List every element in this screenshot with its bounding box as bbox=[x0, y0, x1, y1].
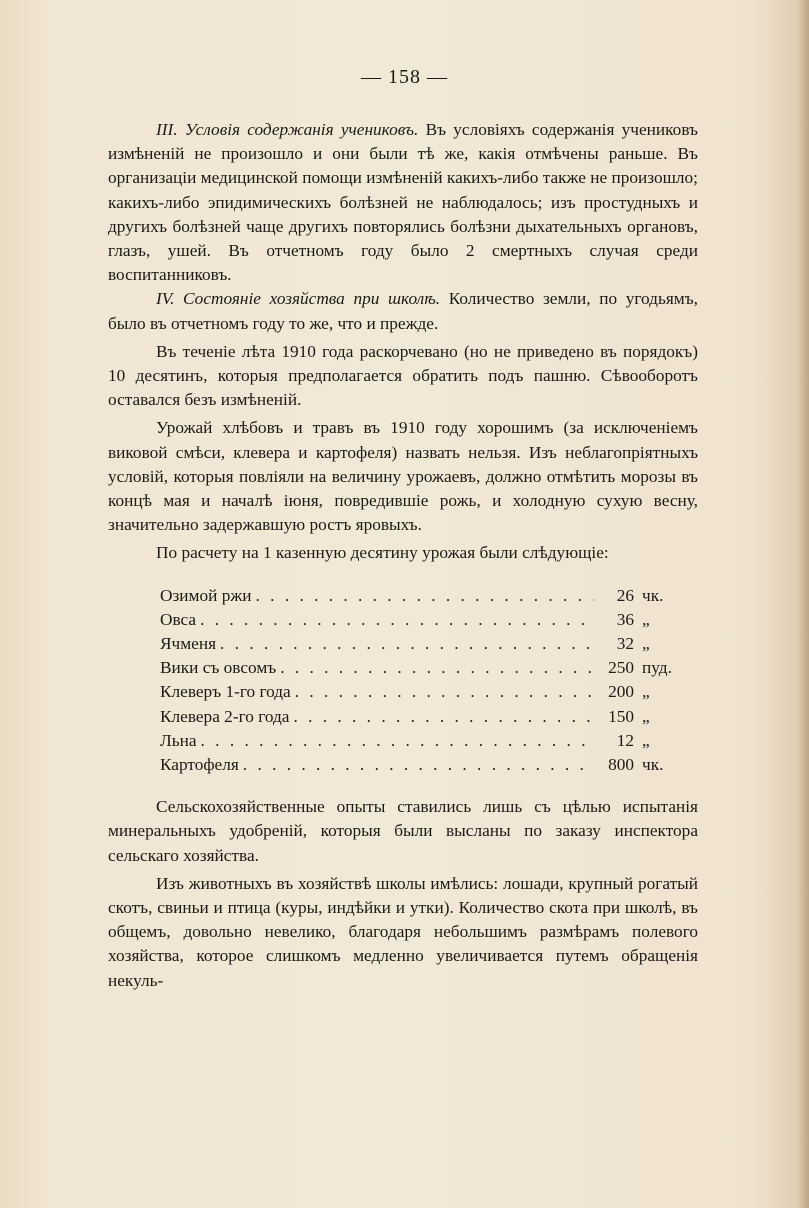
crop-name: Озимой ржи bbox=[160, 585, 252, 605]
crop-name: Клеверъ 1-го года bbox=[160, 682, 291, 702]
leader-dots bbox=[196, 608, 594, 632]
crop-unit: „ bbox=[642, 609, 650, 629]
page-number: — 158 — bbox=[361, 66, 448, 88]
table-row bbox=[160, 584, 686, 608]
table-row bbox=[160, 680, 686, 704]
paragraph: Урожай хлѣбовъ и травъ въ 1910 году хорошимъ (за исключеніемъ виковой смѣси, клевера и картофеля) назвать нельзя. Изъ неблагопріятныхъ условій, которыя повліяли на величину урожаевъ, должно отмѣтить морозы въ концѣ мая и началѣ іюня, повредившіе рожь, и холодную сухую весну, значительно задержавшую ростъ яровыхъ. bbox=[108, 418, 698, 535]
leader-dots bbox=[239, 753, 594, 777]
paragraph: Изъ животныхъ въ хозяйствѣ школы имѣлись: лошади, крупный рогатый скотъ, свиньи и птица (куры, индѣйки и утки). Количество скота при школѣ, въ общемъ, довольно невелико, благодаря небольшимъ размѣрамъ полевого хозяйства, которое слишкомъ медленно увеличивается путемъ обращенія некуль- bbox=[108, 873, 698, 990]
leader-dots bbox=[291, 680, 594, 704]
section-3-heading: III. Условія содержанія учениковъ. bbox=[156, 120, 419, 139]
crop-value: 800 bbox=[608, 754, 634, 774]
leader-dots bbox=[252, 584, 594, 608]
crop-unit: чк. bbox=[642, 585, 664, 605]
crop-value: 26 bbox=[616, 585, 634, 605]
crop-name: Льна bbox=[160, 730, 197, 750]
table-row bbox=[160, 729, 686, 753]
crop-unit: „ bbox=[642, 706, 650, 726]
crop-value: 250 bbox=[608, 658, 634, 678]
paragraph: По расчету на 1 казенную десятину урожая были слѣдующіе: bbox=[156, 543, 609, 563]
crop-value: 12 bbox=[616, 730, 634, 750]
table-row bbox=[160, 705, 686, 729]
table-row bbox=[160, 608, 686, 632]
page-text bbox=[108, 118, 698, 993]
leader-dots bbox=[216, 632, 594, 656]
section-3-text: Въ условіяхъ содержанія учениковъ измѣненій не произошло и они были тѣ же, какія отмѣчены раньше. Въ организаціи медицинской помощи измѣненій какихъ-либо также не произошло; какихъ-либо эпидимическихъ болѣзней не наблюдалось; изъ простудныхъ и другихъ болѣзней чаще другихъ повторялись болѣзни дыхательныхъ органовъ, глазъ, ушей. Въ отчетномъ году было 2 смертныхъ случая среди воспитанниковъ. bbox=[108, 120, 698, 285]
crop-name: Ячменя bbox=[160, 634, 217, 654]
crop-name: Картофеля bbox=[160, 754, 239, 774]
crop-unit: пуд. bbox=[642, 658, 672, 678]
crop-name: Овса bbox=[160, 609, 197, 629]
crop-yield-table bbox=[160, 584, 686, 778]
paragraph: Сельскохозяйственные опыты ставились лишь съ цѣлью испытанія минеральныхъ удобреній, которыя были высланы по заказу инспектора сельскаго хозяйства. bbox=[108, 797, 698, 865]
section-4-heading: IV. Состояніе хозяйства при школѣ. bbox=[156, 289, 441, 309]
page-edge bbox=[799, 0, 809, 1208]
leader-dots bbox=[197, 729, 594, 753]
crop-value: 150 bbox=[608, 706, 634, 726]
crop-unit: чк. bbox=[642, 754, 664, 774]
crop-unit: „ bbox=[642, 730, 650, 750]
leader-dots bbox=[289, 705, 594, 729]
crop-value: 36 bbox=[616, 609, 634, 629]
crop-unit: „ bbox=[642, 682, 650, 702]
table-row bbox=[160, 656, 686, 680]
crop-value: 32 bbox=[616, 634, 634, 654]
paragraph: Въ теченіе лѣта 1910 года раскорчевано (но не приведено въ порядокъ) 10 десятинъ, которыя предполагается обратить подъ пашню. Сѣвооборотъ оставался безъ измѣненій. bbox=[108, 341, 698, 410]
leader-dots bbox=[276, 656, 594, 680]
crop-value: 200 bbox=[608, 682, 634, 702]
crop-name: Вики съ овсомъ bbox=[160, 658, 277, 678]
table-row bbox=[160, 632, 686, 656]
crop-unit: „ bbox=[642, 634, 650, 654]
paragraph-section-4 bbox=[108, 287, 698, 335]
paragraph-section-3 bbox=[108, 118, 698, 287]
section-4-text: Количество земли, по угодьямъ, было въ отчетномъ году то же, что и прежде. bbox=[108, 289, 698, 333]
table-row bbox=[160, 753, 686, 777]
crop-name: Клевера 2-го года bbox=[160, 706, 290, 726]
